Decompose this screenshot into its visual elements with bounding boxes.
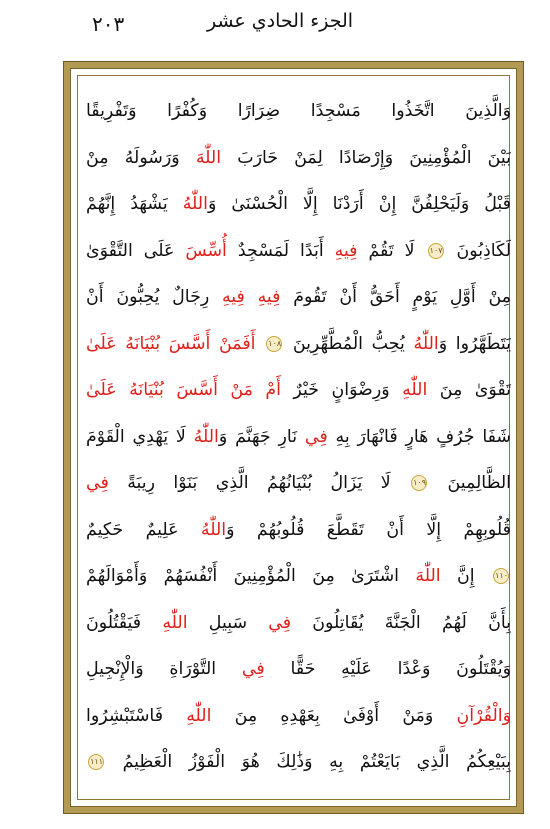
verse-text: فَيَقْتُلُونَ bbox=[86, 612, 163, 633]
verse-line bbox=[86, 228, 511, 275]
divine-name-text: فِيهِ bbox=[257, 287, 281, 307]
verse-text: بَيْنَ الْمُؤْمِنِينَ وَإِرْصَادًا لِمَنْ حَارَبَ bbox=[221, 147, 511, 168]
verse-text: إِنَّ bbox=[440, 566, 491, 586]
divine-name-text: اللّٰهُ bbox=[200, 519, 227, 540]
divine-name-text: أَفَمَنْ أَسَّسَ بُنْيَانَهُ عَلَىٰ bbox=[86, 333, 256, 354]
verse-text: فَاسْتَبْشِرُوا bbox=[86, 705, 187, 726]
verse-line bbox=[86, 460, 511, 507]
verse-text bbox=[245, 287, 258, 307]
verse-line bbox=[86, 88, 511, 135]
verse-text: قُلُوبِهِمْ إِلَّا أَنْ تَقَطَّعَ قُلُوبُهُمْ وَ bbox=[226, 519, 511, 540]
ayah-number-marker: ١١٠ bbox=[493, 568, 509, 584]
verse-text: لَا تَقُمْ bbox=[357, 240, 426, 261]
verse-line bbox=[86, 135, 511, 182]
verse-text: يُحِبُّ الْمُطَّهِّرِينَ bbox=[284, 333, 414, 354]
divine-name-text: فِي bbox=[86, 473, 109, 493]
verse-line bbox=[86, 274, 511, 321]
verse-text: تَقْوَىٰ مِنَ bbox=[427, 380, 511, 400]
verse-line bbox=[86, 600, 511, 647]
quran-text bbox=[86, 88, 511, 788]
divine-name-text: اللّٰهُ bbox=[193, 426, 219, 447]
verse-line bbox=[86, 367, 511, 414]
divine-name-text: أُسِّسَ bbox=[185, 240, 227, 261]
divine-name-text: وَالْقُرْآنِ bbox=[456, 705, 511, 726]
ayah-number-marker: ١١١ bbox=[88, 754, 104, 770]
ayah-number-marker: ١٠٩ bbox=[411, 475, 427, 491]
verse-text: بِأَنَّ لَهُمُ الْجَنَّةَ يُقَاتِلُونَ bbox=[291, 612, 511, 633]
verse-text: وَيُقْتَلُونَ وَعْدًا عَلَيْهِ حَقًّا bbox=[264, 659, 511, 679]
verse-text: رِجَالٌ يُحِبُّونَ أَنْ bbox=[86, 287, 222, 307]
verse-line bbox=[86, 414, 511, 461]
verse-text: لَكَاذِبُونَ bbox=[445, 240, 511, 261]
verse-line bbox=[86, 321, 511, 368]
verse-text: مِنْ أَوَّلِ يَوْمٍ أَحَقُّ أَنْ تَقُومَ bbox=[280, 287, 511, 307]
verse-line bbox=[86, 646, 511, 693]
verse-text: وَرَسُولَهُ مِنْ bbox=[86, 147, 196, 168]
verse-text: عَلَى التَّقْوَىٰ bbox=[86, 240, 186, 261]
divine-name-text: اللّٰهُ bbox=[413, 333, 439, 354]
divine-name-text: أَمْ مَنْ أَسَّسَ بُنْيَانَهُ عَلَىٰ bbox=[86, 380, 281, 400]
page-header bbox=[0, 0, 550, 58]
verse-text: أَبَدًا لَمَسْجِدٌ bbox=[226, 240, 335, 261]
verse-text: التَّوْرَاةِ وَالْإِنْجِيلِ bbox=[86, 659, 242, 679]
verse-line bbox=[86, 507, 511, 554]
divine-name-text: اللّٰهِ bbox=[186, 705, 212, 726]
verse-text: يَتَطَهَّرُوا وَ bbox=[438, 333, 511, 354]
verse-text: يَشْهَدُ إِنَّهُمْ bbox=[86, 194, 183, 214]
ayah-number-marker: ١٠٧ bbox=[428, 243, 444, 259]
verse-text: لَا يَزَالُ بُنْيَانُهُمُ الَّذِي بَنَوْا رِيبَةً bbox=[108, 473, 410, 493]
divine-name-text: اللّٰهِ bbox=[162, 612, 188, 633]
verse-line bbox=[86, 553, 511, 600]
ayah-number-marker: ١٠٨ bbox=[266, 336, 282, 352]
divine-name-text: اللّٰهِ bbox=[402, 380, 428, 400]
verse-line bbox=[86, 181, 511, 228]
divine-name-text: فِيهِ bbox=[334, 240, 358, 261]
verse-text: بِبَيْعِكُمُ الَّذِي بَايَعْتُمْ بِهِ وَذَٰلِكَ هُوَ الْفَوْزُ الْعَظِيمُ bbox=[106, 752, 511, 772]
verse-line bbox=[86, 693, 511, 740]
verse-text: وَالَّذِينَ اتَّخَذُوا مَسْجِدًا ضِرَارًا وَكُفْرًا وَتَفْرِيقًا bbox=[86, 101, 511, 121]
divine-name-text: فِي bbox=[268, 612, 292, 633]
verse-text: شَفَا جُرُفٍ هَارٍ فَانْهَارَ بِهِ bbox=[327, 426, 511, 447]
page-number: ٢٠٣ bbox=[92, 12, 125, 36]
verse-text: نَارِ جَهَنَّمَ وَ bbox=[218, 426, 305, 447]
verse-text: وَرِضْوَانٍ خَيْرٌ bbox=[280, 380, 403, 400]
divine-name-text: اللّٰهُ bbox=[182, 194, 208, 214]
verse-text: عَلِيمٌ حَكِيمٌ bbox=[86, 519, 201, 540]
verse-text bbox=[255, 334, 264, 354]
divine-name-text: فِي bbox=[241, 659, 265, 679]
divine-name-text: اللّٰهَ bbox=[415, 566, 441, 586]
verse-text: لَا يَهْدِي الْقَوْمَ bbox=[86, 426, 194, 447]
divine-name-text: فِيهِ bbox=[221, 287, 245, 307]
verse-text: سَبِيلِ bbox=[187, 612, 269, 633]
verse-line bbox=[86, 739, 511, 786]
divine-name-text: اللّٰهَ bbox=[195, 147, 222, 168]
divine-name-text: فِي bbox=[304, 426, 328, 447]
verse-text: الظَّالِمِينَ bbox=[429, 473, 511, 493]
juz-title: الجزء الحادي عشر bbox=[206, 10, 354, 32]
verse-text: اشْتَرَىٰ مِنَ الْمُؤْمِنِينَ أَنْفُسَهُمْ وَأَمْوَالَهُمْ bbox=[86, 566, 416, 586]
verse-text: قَبْلُ وَلَيَحْلِفُنَّ إِنْ أَرَدْنَا إِلَّا الْحُسْنَىٰ وَ bbox=[207, 194, 511, 214]
verse-text: وَمَنْ أَوْفَىٰ بِعَهْدِهِ مِنَ bbox=[211, 705, 457, 726]
